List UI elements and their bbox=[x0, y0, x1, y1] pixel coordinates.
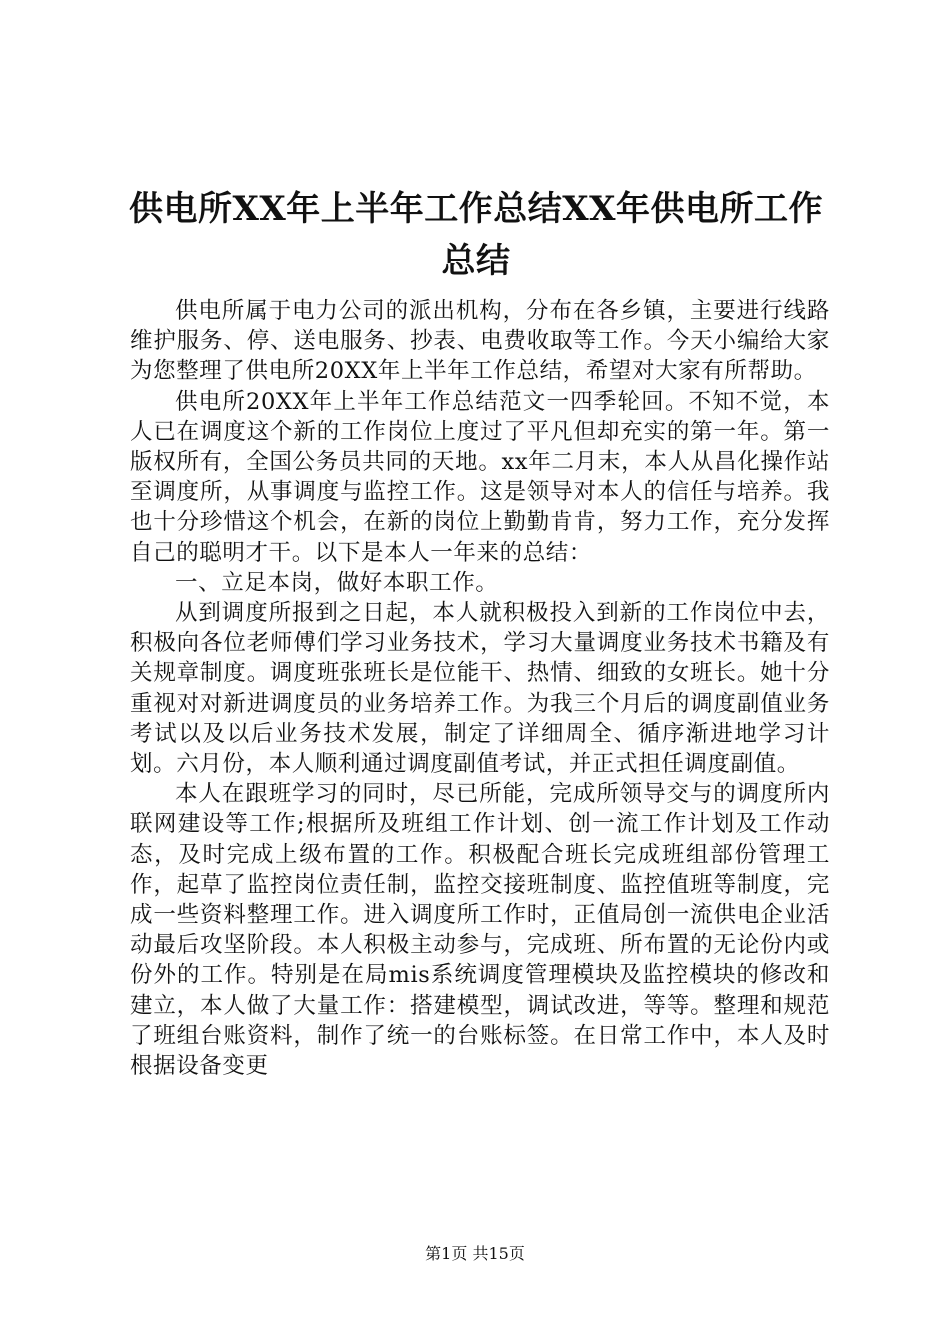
section-heading-1: 一、立足本岗，做好本职工作。 bbox=[175, 569, 499, 596]
paragraph-summary-opening: 供电所20XX年上半年工作总结范文一四季轮回。不知不觉，本人已在调度这个新的工作岗位上度过了平凡但却充实的第一年。第一版权所有，全国公务员共同的天地。xx年二月末，本人从昌化操作站至调度所，从事调度与监控工作。这是领导对本人的信任与培养。我也十分珍惜这个机会，在新的岗位上勤勤肯肯，努力工作，充分发挥自己的聪明才干。以下是本人一年来的总结： bbox=[130, 388, 830, 566]
paragraph-intro: 供电所属于电力公司的派出机构，分布在各乡镇，主要进行线路维护服务、停、送电服务、抄表、电费收取等工作。今天小编给大家为您整理了供电所20XX年上半年工作总结，希望对大家有所帮助。 bbox=[130, 298, 830, 385]
document-title: 供电所XX年上半年工作总结XX年供电所工作总结 bbox=[128, 189, 824, 281]
paragraph-study: 从到调度所报到之日起，本人就积极投入到新的工作岗位中去，积极向各位老师傅们学习业务技术，学习大量调度业务技术书籍及有关规章制度。调度班张班长是位能干、热情、细致的女班长。她十分重视对对新进调度员的业务培养工作。为我三个月后的调度副值业务考试以及以后业务技术发展，制定了详细周全、循序渐进地学习计划。六月份，本人顺利通过调度副值考试，并正式担任调度副值。 bbox=[130, 600, 830, 778]
document-body bbox=[130, 296, 830, 1081]
page-total: 共15页 bbox=[472, 1244, 525, 1263]
page-footer bbox=[0, 1244, 950, 1264]
page-number: 第1页 bbox=[425, 1244, 468, 1263]
paragraph-work: 本人在跟班学习的同时，尽已所能，完成所领导交与的调度所内联网建设等工作;根据所及班组工作计划、创一流工作计划及工作动态，及时完成上级布置的工作。积极配合班长完成班组部份管理工作，起草了监控岗位责任制，监控交接班制度、监控值班等制度，完成一些资料整理工作。进入调度所工作时，正值局创一流供电企业活动最后攻坚阶段。本人积极主动参与，完成班、所布置的无论份内或份外的工作。特别是在局mis系统调度管理模块及监控模块的修改和建立，本人做了大量工作：搭建模型，调试改进，等等。整理和规范了班组台账资料，制作了统一的台账标签。在日常工作中，本人及时根据设备变更 bbox=[130, 781, 830, 1080]
